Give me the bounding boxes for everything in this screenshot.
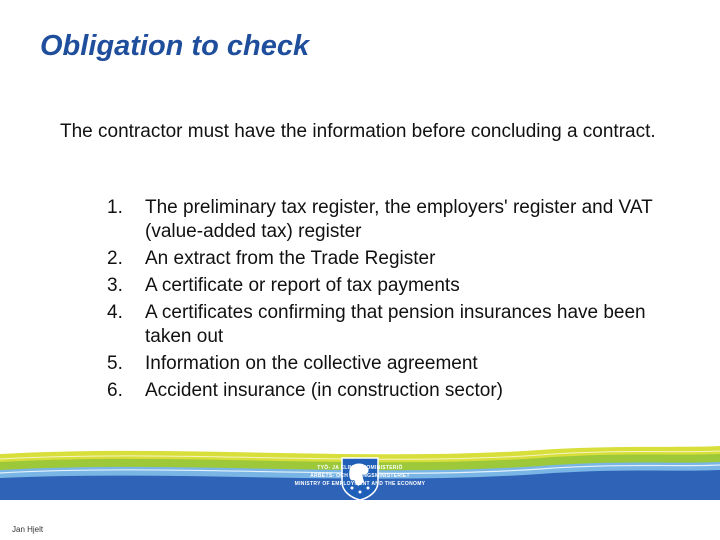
ministry-name-swedish: ARBETS- OCH NÄRINGSMINISTERIET (310, 473, 410, 479)
list-item (107, 196, 687, 244)
list-item (107, 274, 687, 298)
list-item-text: The preliminary tax register, the employers' register and VAT (value-added tax) register (145, 197, 653, 242)
requirements-list (107, 196, 687, 406)
ministry-name-english: MINISTRY OF EMPLOYMENT AND THE ECONOMY (294, 481, 426, 487)
list-item-text: A certificates confirming that pension insurances have been taken out (145, 302, 646, 347)
ministry-name (230, 462, 490, 488)
list-item-text: Accident insurance (in construction sector) (145, 380, 503, 401)
author-name: Jan Hjelt (12, 525, 44, 534)
list-item (107, 352, 687, 376)
list-item-number: 3. (107, 275, 123, 296)
list-item-number: 1. (107, 197, 123, 218)
list-item (107, 247, 687, 271)
list-item-number: 2. (107, 248, 123, 269)
intro-text: The contractor must have the information before concluding a contract. (60, 121, 656, 142)
list-item-number: 6. (107, 380, 123, 401)
list-item-text: An extract from the Trade Register (145, 248, 436, 269)
list-item (107, 301, 687, 349)
list-item-text: A certificate or report of tax payments (145, 275, 460, 296)
list-item-number: 5. (107, 353, 123, 374)
ministry-name-finnish: TYÖ- JA ELINKEINOMINISTERIÖ (317, 465, 403, 471)
list-item-number: 4. (107, 302, 123, 323)
list-item (107, 379, 687, 403)
list-item-text: Information on the collective agreement (145, 353, 478, 374)
slide-title: Obligation to check (40, 30, 310, 62)
